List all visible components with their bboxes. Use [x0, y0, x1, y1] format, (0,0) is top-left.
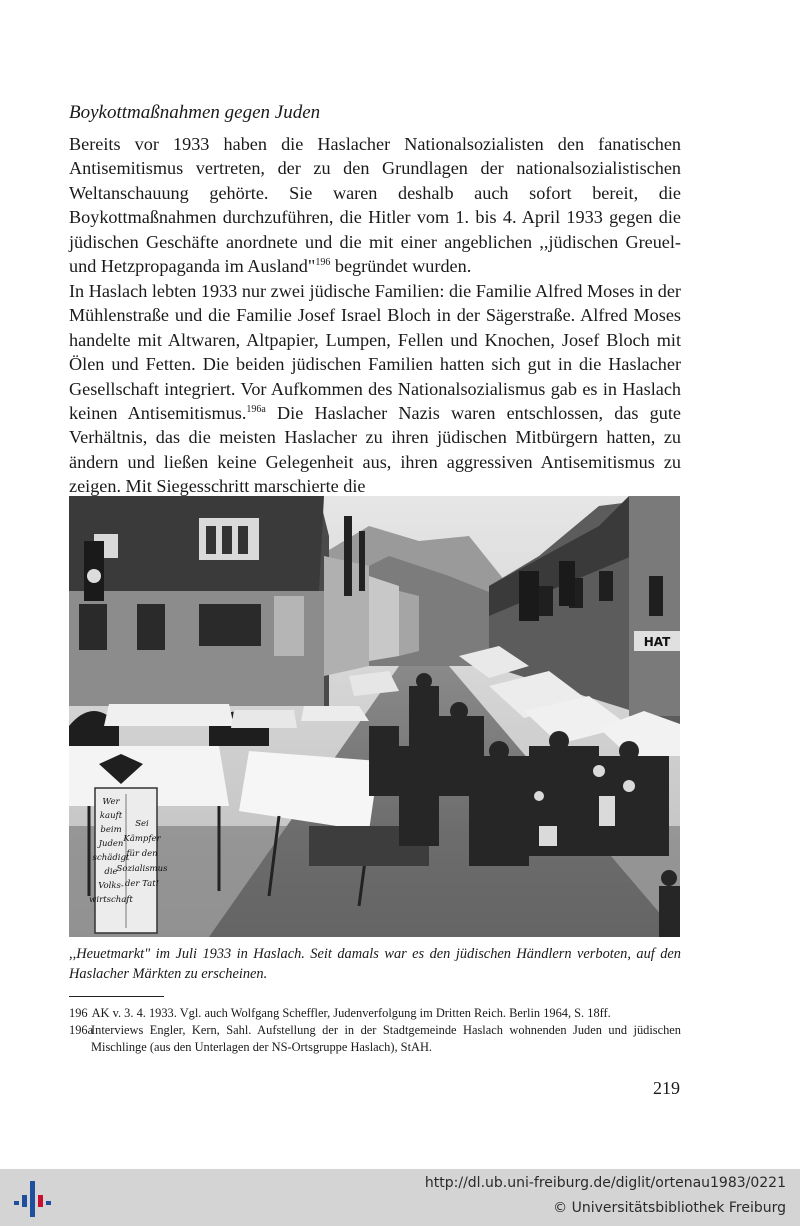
sign-line: Sei: [135, 819, 149, 829]
market-photo: [69, 496, 680, 937]
sign-line: Kämpfer: [123, 834, 161, 844]
logo-bar: [30, 1181, 35, 1217]
footnote-text: AK v. 3. 4. 1933. Vgl. auch Wolfgang Scheffler, Judenverfolgung im Dritten Reich. Berlin 1964, S. 18ff.: [91, 1006, 611, 1020]
sign-line: Wer: [102, 797, 120, 807]
sign-line: wirtschaft: [89, 895, 133, 905]
footnote-ref-196a[interactable]: 196a: [246, 404, 266, 416]
paragraph-families: [69, 279, 681, 499]
logo-bar: [14, 1201, 19, 1205]
paragraph-tail: begründet wurden.: [330, 256, 472, 277]
paragraph-boycott: [69, 132, 681, 278]
document-url-link[interactable]: http://dl.ub.uni-freiburg.de/diglit/ortenau1983/0221: [424, 1175, 786, 1191]
logo-bar: [46, 1201, 51, 1205]
paragraph-tail: Die Haslacher Nazis waren entschlossen, das gute Verhältnis, das die meisten Haslacher zu ihren jüdischen Mitbürgern hatten, zu ändern und ließen keine Gelegenheit aus, ihren aggressiven Antisemitismus zu zeigen. Mit Siegesschritt marschierte die: [69, 403, 681, 497]
section-heading: Boykottmaßnahmen gegen Juden: [69, 102, 321, 123]
sign-line: kauft: [99, 811, 123, 821]
footnote-ref-196[interactable]: 196: [315, 257, 331, 269]
sign-line: die: [104, 867, 118, 877]
footnote-196: [69, 1005, 681, 1022]
sign-line: Juden: [98, 839, 124, 849]
sign-line: Volks-: [98, 881, 124, 891]
sign-line: der Tat!: [124, 879, 160, 889]
library-footer: [0, 1169, 800, 1226]
sign-line: schädigt: [92, 853, 130, 863]
copyright-notice: © Universitätsbibliothek Freiburg: [553, 1200, 786, 1216]
paragraph-text: Bereits vor 1933 haben die Haslacher Nationalsozialisten den fanatischen Antisemitismus vertreten, der zu den Grundlagen der nationalsozialistischen Weltanschauung gehörte. Sie waren deshalb auch sofort bereit, die Boykottmaßnahmen durchzuführen, die Hitler vom 1. bis 4. April 1933 gegen die jüdischen Geschäfte anordnete und die mit einer angeblichen ,,jüdischen Greuel- und Hetzpropaganda im Ausland": [69, 134, 681, 277]
sign-line: beim: [100, 825, 122, 835]
page-number: 219: [653, 1078, 680, 1098]
sign-line: für den: [126, 849, 158, 859]
logo-bar: [38, 1195, 43, 1207]
footnote-number: 196a: [69, 1023, 94, 1037]
footnote-196a: [69, 1022, 681, 1056]
library-logo-icon[interactable]: [14, 1179, 52, 1219]
footnote-number: 196: [69, 1006, 88, 1020]
shop-sign: HAT: [643, 635, 671, 649]
sign-line: Sozialismus: [116, 864, 168, 874]
footnote-rule: [69, 996, 164, 997]
logo-bar: [22, 1195, 27, 1207]
photo-caption: ,,Heuetmarkt" im Juli 1933 in Haslach. Seit damals war es den jüdischen Händlern verboten, auf den Haslacher Märkten zu erscheinen.: [69, 946, 681, 982]
paragraph-text: In Haslach lebten 1933 nur zwei jüdische Familien: die Familie Alfred Moses in der Mühlenstraße und die Familie Josef Israel Bloch in der Sägerstraße. Alfred Moses handelte mit Altwaren, Altpapier, Lumpen, Fellen und Knochen, Josef Bloch mit Ölen und Fetten. Die beiden jüdischen Familien hatten sich gut in die Haslacher Gesellschaft integriert. Vor Aufkommen des Nationalsozialismus gab es in Haslach keinen Antisemitismus.: [69, 281, 681, 424]
footnote-text: Interviews Engler, Kern, Sahl. Aufstellung der in der Stadtgemeinde Haslach wohnenden Juden und jüdischen Mischlinge (aus den Unterlagen der NS-Ortsgruppe Haslach), StAH.: [91, 1023, 681, 1054]
